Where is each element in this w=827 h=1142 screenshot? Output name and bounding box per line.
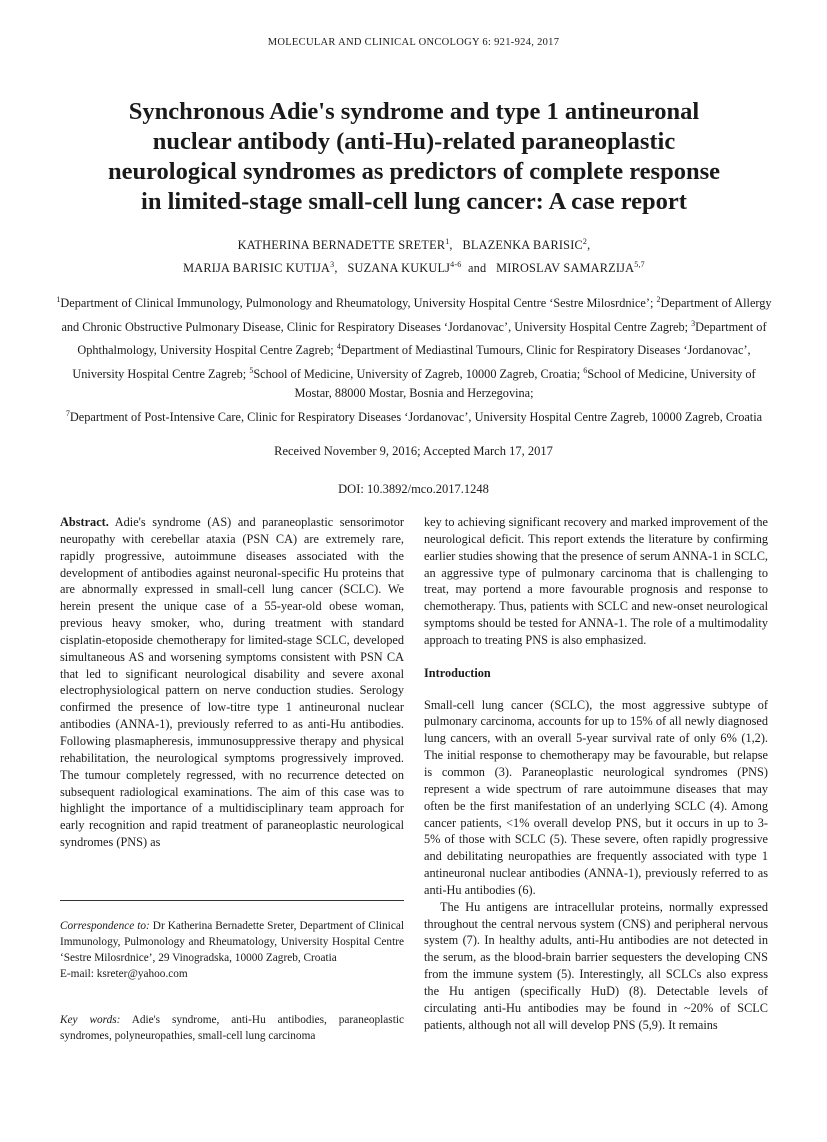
separator: , xyxy=(587,238,591,253)
intro-paragraph: Small-cell lung cancer (SCLC), the most aggressive subtype of pulmonary carcinoma, accounts for up to 15% of all newly diagnosed lung cancers, with an overall 5-year survival rate of only 6% (1,2). The initial response to chemotherapy may be favourable, but relapse is common (3). Paraneoplastic neurological syndromes (PNS) represent a wide spectrum of rare autoimmune diseases that may often be the first manifestation of an underlying SCLC (4). Among cancer patients, <1% overall develop PNS, but it occurs in up to 3-5% of those with SCLC (5). These severe, often rapidly progressive and debilitating neuropathies are frequently associated with type 1 antineuronal nuclear antibodies (ANNA-1), previously referred to as anti-Hu antibodies (6). xyxy=(424,697,768,897)
left-column xyxy=(60,514,404,851)
author-name: KATHERINA BERNADETTE SRETER xyxy=(237,238,446,253)
affiliation: Department of Post-Intensive Care, Clinic for Respiratory Diseases ‘Jordanovac’, University Hospital Centre Zagreb, 10000 Zagreb, Croatia xyxy=(69,409,763,424)
doi[interactable]: DOI: 10.3892/mco.2017.1248 xyxy=(338,482,489,496)
author-list xyxy=(60,232,768,278)
keywords-label: Key words: xyxy=(60,1014,121,1026)
affiliation-number: 4 xyxy=(336,342,341,352)
affiliation: Department of Ophthalmology, University Hospital Centre Zagreb; xyxy=(77,319,767,358)
author-affiliation: 2 xyxy=(582,237,588,246)
affiliation-number: 1 xyxy=(56,295,61,304)
author-name: SUZANA KUKULJ xyxy=(347,261,451,276)
affiliation-number: 5 xyxy=(249,365,254,375)
abstract-part-1 xyxy=(60,514,404,851)
author-affiliation: 1 xyxy=(445,237,450,246)
affiliation: Department of Clinical Immunology, Pulmonology and Rheumatology, University Hospital Centre ‘Sestre Milosrdnice’; xyxy=(60,296,654,311)
keywords xyxy=(60,1012,404,1044)
footnote-divider xyxy=(60,900,404,901)
separator: , xyxy=(334,261,345,276)
affiliation: School of Medicine, University of Mostar, 88000 Mostar, Bosnia and Herzegovina; xyxy=(294,366,756,401)
correspondence xyxy=(60,918,404,982)
affiliation: Department of Mediastinal Tumours, Clinic for Respiratory Diseases ‘Jordanovac’, University Hospital Centre Zagreb; xyxy=(72,343,751,381)
keywords-text: Adie's syndrome, anti-Hu antibodies, paraneoplastic syndromes, polyneuropathies, small-cell lung carcinoma xyxy=(60,1014,404,1042)
title-line: nuclear antibody (anti-Hu)-related paraneoplastic xyxy=(152,128,676,155)
author-affiliation: 5,7 xyxy=(634,260,645,270)
affiliation-number: 2 xyxy=(656,295,661,304)
correspondence-text: Dr Katherina Bernadette Sreter, Department of Clinical Immunology, Pulmonology and Rheumatology, University Hospital Centre ‘Sestre Milosrdnice’, 29 Vinogradska, 10000 Zagreb, Croatia xyxy=(60,920,404,964)
correspondence-email[interactable]: E-mail: ksreter@yahoo.com xyxy=(60,968,188,980)
separator: and xyxy=(461,261,493,276)
right-column xyxy=(424,514,768,1033)
separator: , xyxy=(449,238,460,253)
running-head: MOLECULAR AND CLINICAL ONCOLOGY 6: 921-924, 2017 xyxy=(267,37,560,48)
section-heading-introduction: Introduction xyxy=(424,665,491,680)
author-name: BLAZENKA BARISIC xyxy=(462,238,583,253)
affiliation-number: 3 xyxy=(691,318,696,328)
title-line: in limited-stage small-cell lung cancer: A case report xyxy=(141,188,687,215)
author-name: MARIJA BARISIC KUTIJA xyxy=(183,261,331,276)
title-line: neurological syndromes as predictors of complete response xyxy=(107,158,720,185)
title-line: Synchronous Adie's syndrome and type 1 antineuronal xyxy=(128,98,700,125)
affiliation-number: 7 xyxy=(65,408,70,418)
received-accepted-dates: Received November 9, 2016; Accepted March 17, 2017 xyxy=(274,444,553,458)
author-affiliation: 4-6 xyxy=(450,260,462,270)
correspondence-label: Correspondence to: xyxy=(60,920,150,932)
abstract-label: Abstract. xyxy=(60,515,109,529)
abstract-text: Adie's syndrome (AS) and paraneoplastic sensorimotor neuropathy with cerebellar ataxia (PSN CA) are extremely rare, rapidly progressive, autoimmune diseases associated with the development of antibodies against neuronal-specific Hu proteins that are abnormally expressed in small-cell lung cancer (SCLC). We herein present the unique case of a 55-year-old obese woman, previous heavy smoker, who, during treatment with standard cisplatin-etoposide chemotherapy for limited-stage SCLC, developed simultaneous AS and worsening symptoms consistent with PSN CA that led to significant neurological disability and severe axonal electrophysiological pattern on nerve conduction studies. Serology confirmed the presence of low-titre type 1 antineuronal nuclear antibodies (ANNA-1), previously referred to as anti-Hu antibodies. Following plasmapheresis, immunosuppressive therapy and physical rehabilitation, the neurological symptoms progressively improved. The tumour completely regressed, with no recurrence detected on subsequent radiological examinations. The aim of this case was to highlight the importance of a multidisciplinary team approach for early recognition and rapid treatment of paraneoplastic neurological syndromes (PNS) as xyxy=(60,515,404,850)
affiliation: School of Medicine, University of Zagreb, 10000 Zagreb, Croatia; xyxy=(253,366,581,381)
affiliations xyxy=(55,290,773,427)
intro-paragraph: The Hu antigens are intracellular proteins, normally expressed throughout the central nervous system (CNS) and peripheral nervous system (7). In healthy adults, anti-Hu antibodies are not detected in the serum, as the blood-brain barrier sequesters the developing CNS from the immune system (5). Interestingly, all SCLCs also express the Hu antigen (specifically HuD) (8). Detectable levels of circulating anti-Hu antibodies may be found in ~20% of SCLC patients, although not all will develop PNS (5,9). It remains xyxy=(424,899,768,1032)
article-title xyxy=(60,97,768,217)
affiliation-number: 6 xyxy=(583,365,588,375)
author-name: MIROSLAV SAMARZIJA xyxy=(496,261,635,276)
affiliation: Department of Allergy and Chronic Obstructive Pulmonary Disease, Clinic for Respiratory Diseases ‘Jordanovac’, University Hospital Centre Zagreb; xyxy=(61,296,772,334)
author-affiliation: 3 xyxy=(330,260,335,270)
abstract-part-2: key to achieving significant recovery and marked improvement of the neurological deficit. This report extends the literature by confirming earlier studies showing that the presence of serum ANNA-1 in SCLC, an aggressive type of pulmonary carcinoma that is challenging to treat, may portend a more favourable prognosis and response to chemotherapy. Thus, patients with SCLC and new-onset neurological symptoms should be tested for ANNA-1. The role of a multimodality approach to treating PNS is also emphasized. xyxy=(424,515,768,647)
